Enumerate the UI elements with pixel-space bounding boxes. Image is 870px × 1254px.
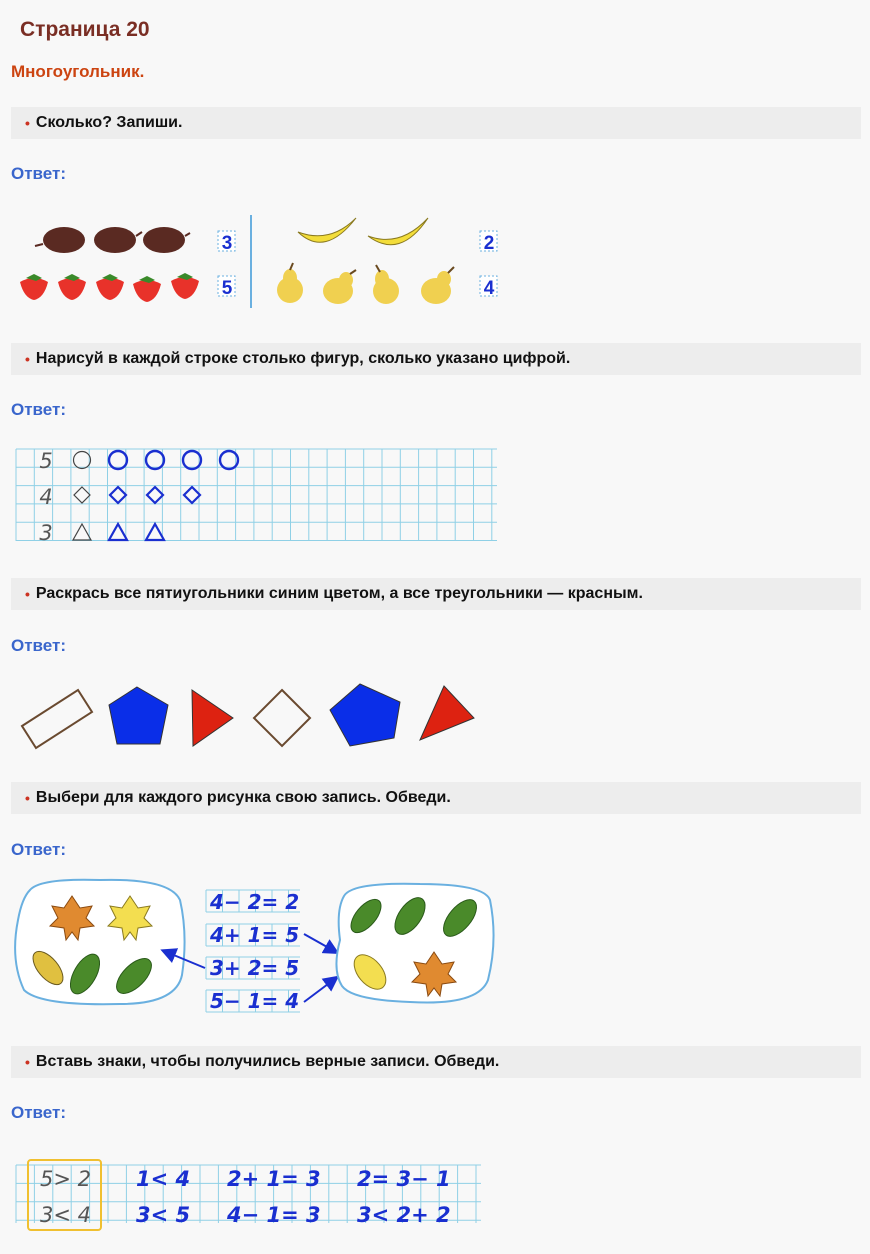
- bullet-icon: •: [25, 790, 30, 806]
- given-comparison-2: 3< 4: [40, 1203, 91, 1227]
- bananas-count: 2: [483, 233, 495, 254]
- expression-4: 5− 1= 4: [210, 989, 300, 1013]
- expression-2: 4+ 1= 5: [210, 923, 300, 947]
- bullet-icon: •: [25, 586, 30, 602]
- task-4-text: Выбери для каждого рисунка свою запись. Обведи.: [35, 789, 451, 806]
- answer-label-4: Ответ:: [11, 840, 66, 859]
- comparison-r2c3: 3< 2+ 2: [357, 1203, 451, 1227]
- comparison-r1c2: 2+ 1= 3: [227, 1167, 321, 1191]
- answer-label-1: Ответ:: [11, 164, 66, 183]
- strawberries-count: 5: [221, 278, 233, 299]
- expression-3: 3+ 2= 5: [210, 956, 300, 980]
- expression-1: 4− 2= 2: [210, 890, 300, 914]
- page-title: Страница 20: [20, 18, 150, 41]
- comparison-r2c1: 3< 5: [136, 1203, 191, 1227]
- answer-label-5: Ответ:: [11, 1103, 66, 1122]
- comparison-r2c2: 4− 1= 3: [227, 1203, 321, 1227]
- bullet-icon: •: [25, 1054, 30, 1070]
- task-2-text: Нарисуй в каждой строке столько фигур, сколько указано цифрой.: [35, 350, 571, 367]
- comparison-r1c3: 2= 3− 1: [357, 1167, 451, 1191]
- row-number-5: 5: [39, 449, 53, 473]
- comparison-r1c1: 1< 4: [136, 1167, 191, 1191]
- lesson-title: Многоугольник.: [11, 62, 145, 81]
- plums-count: 3: [221, 233, 233, 254]
- answer-label-2: Ответ:: [11, 400, 66, 419]
- task-3-text: Раскрась все пятиугольники синим цветом, а все треугольники — красным.: [35, 585, 643, 602]
- task-1-text: Сколько? Запиши.: [35, 114, 183, 131]
- pears-count: 4: [483, 278, 495, 299]
- row-number-4: 4: [39, 485, 53, 509]
- given-comparison-1: 5> 2: [40, 1167, 91, 1191]
- bullet-icon: •: [25, 115, 30, 131]
- task-5-text: Вставь знаки, чтобы получились верные записи. Обведи.: [35, 1053, 500, 1070]
- row-number-3: 3: [39, 521, 53, 545]
- answer-label-3: Ответ:: [11, 636, 66, 655]
- bullet-icon: •: [25, 351, 30, 367]
